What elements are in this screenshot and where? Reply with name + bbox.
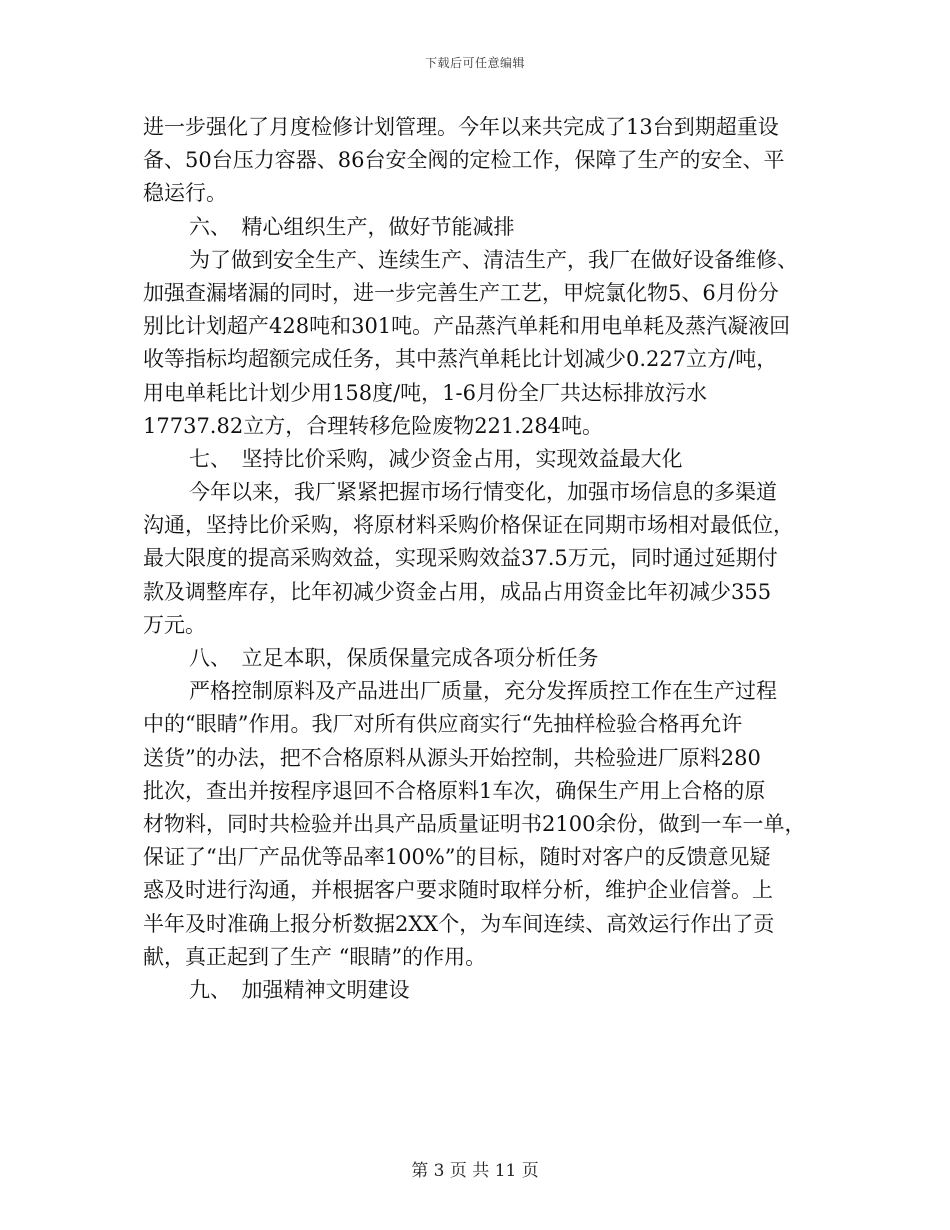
text-line: 惑及时进行沟通，并根据客户要求随时取样分析，维护企业信誉。上 bbox=[143, 878, 773, 903]
text-line: 最大限度的提高采购效益，实现采购效益37.5万元，同时通过延期付 bbox=[143, 546, 778, 571]
page-header: 下载后可任意编辑 bbox=[424, 56, 525, 70]
text-line: 为了做到安全生产、连续生产、清洁生产，我厂在做好设备维修、 bbox=[189, 247, 798, 272]
text-line: 中的“眼睛”作用。我厂对所有供应商实行“先抽样检验合格再允许 bbox=[143, 712, 743, 737]
text-line: 沟通，坚持比价采购，将原材料采购价格保证在同期市场相对最低位， bbox=[143, 513, 794, 538]
text-line: 材物料，同时共检验并出具产品质量证明书2100余份，做到一车一单， bbox=[143, 811, 806, 836]
text-line: 用电单耗比计划少用158度/吨，1-6月份全厂共达标排放污水 bbox=[143, 380, 707, 405]
text-line: 半年及时准确上报分析数据2XX个，为车间连续、高效运行作出了贡 bbox=[143, 911, 775, 936]
section-heading: 七、 坚持比价采购，减少资金占用，实现效益最大化 bbox=[189, 446, 683, 471]
text-line: 保证了“出厂产品优等品率100%”的目标，随时对客户的反馈意见疑 bbox=[143, 845, 771, 870]
text-line: 收等指标均超额完成任务，其中蒸汽单耗比计划减少0.227立方/吨， bbox=[143, 347, 778, 372]
text-line: 稳运行。 bbox=[143, 181, 227, 206]
document-body bbox=[143, 111, 813, 1007]
text-line: 款及调整库存，比年初减少资金占用，成品占用资金比年初减少355 bbox=[143, 579, 772, 604]
section-heading: 八、 立足本职，保质保量完成各项分析任务 bbox=[189, 646, 599, 670]
text-line: 备、50台压力容器、86台安全阀的定检工作，保障了生产的安全、平 bbox=[143, 148, 785, 173]
text-line: 今年以来，我厂紧紧把握市场行情变化，加强市场信息的多渠道 bbox=[189, 480, 777, 505]
section-heading: 九、 加强精神文明建设 bbox=[189, 977, 410, 1002]
text-line: 批次，查出并按程序退回不合格原料1车次，确保生产用上合格的原 bbox=[143, 778, 766, 803]
text-line: 别比计划超产428吨和301吨。产品蒸汽单耗和用电单耗及蒸汽凝液回 bbox=[143, 314, 791, 339]
page-footer: 第 3 页 共 11 页 bbox=[411, 1161, 539, 1181]
text-line: 献，真正起到了生产 “眼睛”的作用。 bbox=[143, 944, 487, 969]
text-line: 17737.82立方，合理转移危险废物221.284吨。 bbox=[143, 413, 604, 438]
text-line: 严格控制原料及产品进出厂质量，充分发挥质控工作在生产过程 bbox=[189, 679, 777, 704]
text-line: 送货”的办法，把不合格原料从源头开始控制，共检验进厂原料280 bbox=[143, 745, 761, 770]
text-line: 万元。 bbox=[143, 612, 206, 637]
text-line: 加强查漏堵漏的同时，进一步完善生产工艺，甲烷氯化物5、6月份分 bbox=[143, 280, 779, 305]
section-heading: 六、 精心组织生产，做好节能减排 bbox=[189, 214, 515, 239]
text-line: 进一步强化了月度检修计划管理。今年以来共完成了13台到期超重设 bbox=[143, 115, 779, 139]
